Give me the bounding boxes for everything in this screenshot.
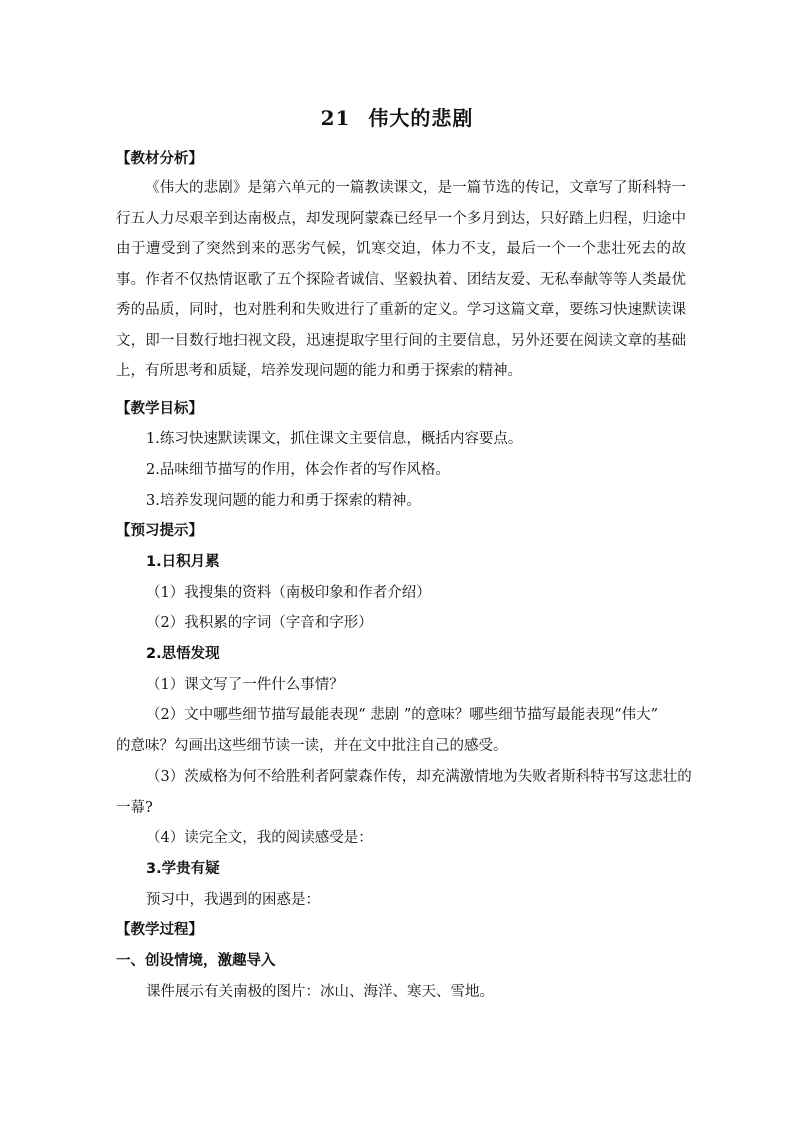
question-item: （3）茨威格为何不给胜利者阿蒙森作传，却充满激情地为失败者斯科特书写这悲壮的 (146, 769, 692, 785)
question-item: （1）课文写了一件什么事情？ (146, 677, 344, 693)
subheading-doubt: 3.学贵有疑 (146, 861, 220, 877)
step-text: 课件展示有关南极的图片：冰山、海洋、寒天、雪地。 (146, 984, 494, 1000)
question-item: （2）文中哪些细节描写最能表现“ 悲剧 ”的意味？哪些细节描写最能表现“伟大” (146, 707, 659, 723)
section-header-process: 【教学过程】 (116, 922, 203, 938)
question-item-continued: 的意味？勾画出这些细节读一读，并在文中批注自己的感受。 (116, 738, 508, 754)
goal-item: 2.品味细节描写的作用，体会作者的写作风格。 (146, 462, 450, 478)
subheading-discover: 2.思悟发现 (146, 646, 220, 662)
lesson-title: 伟大的悲剧 (368, 106, 474, 130)
question-item: （4）读完全文，我的阅读感受是： (146, 830, 373, 846)
goal-item: 1.练习快速默读课文，抓住课文主要信息，概括内容要点。 (146, 431, 523, 447)
analysis-text: 《伟大的悲剧》是第六单元的一篇教读课文，是一篇节选的传记，文章写了斯科特一行五人力尽艰辛到达南极点，却发现阿蒙森已经早一个多月到达，只好踏上归程，归途中由于遭受到了突然到来的恶劣气候，饥寒交迫，体力不支，最后一个一个悲壮死去的故事。作者不仅热情讴歌了五个探险者诚信、坚毅执着、团结友爱、无私奉献等等人类最优秀的品质，同时，也对胜利和失败进行了重新的定义。学习这篇文章，要练习快速默读课文，即一目数行地扫视文段，迅速提取字里行间的主要信息，另外还要在阅读文章的基础上，有所思考和质疑，培养发现问题的能力和勇于探索的精神。 (116, 180, 686, 379)
preview-item: （1）我搜集的资料（南极印象和作者介绍） (146, 585, 431, 601)
doubt-text: 预习中，我遇到的困惑是： (146, 892, 320, 908)
section-header-preview: 【预习提示】 (116, 523, 203, 539)
lesson-number: 21 (320, 106, 351, 130)
section-header-analysis: 【教材分析】 (116, 151, 203, 167)
section-header-goals: 【教学目标】 (116, 401, 203, 417)
preview-item: （2）我积累的字词（字音和字形） (146, 615, 373, 631)
page-title (0, 102, 794, 131)
step-title: 一、创设情境，激趣导入 (116, 953, 276, 969)
subheading-accumulate: 1.日积月累 (146, 554, 220, 570)
goal-item: 3.培养发现问题的能力和勇于探索的精神。 (146, 493, 421, 509)
question-item-continued: 一幕? (116, 800, 153, 816)
analysis-paragraph (116, 173, 686, 387)
